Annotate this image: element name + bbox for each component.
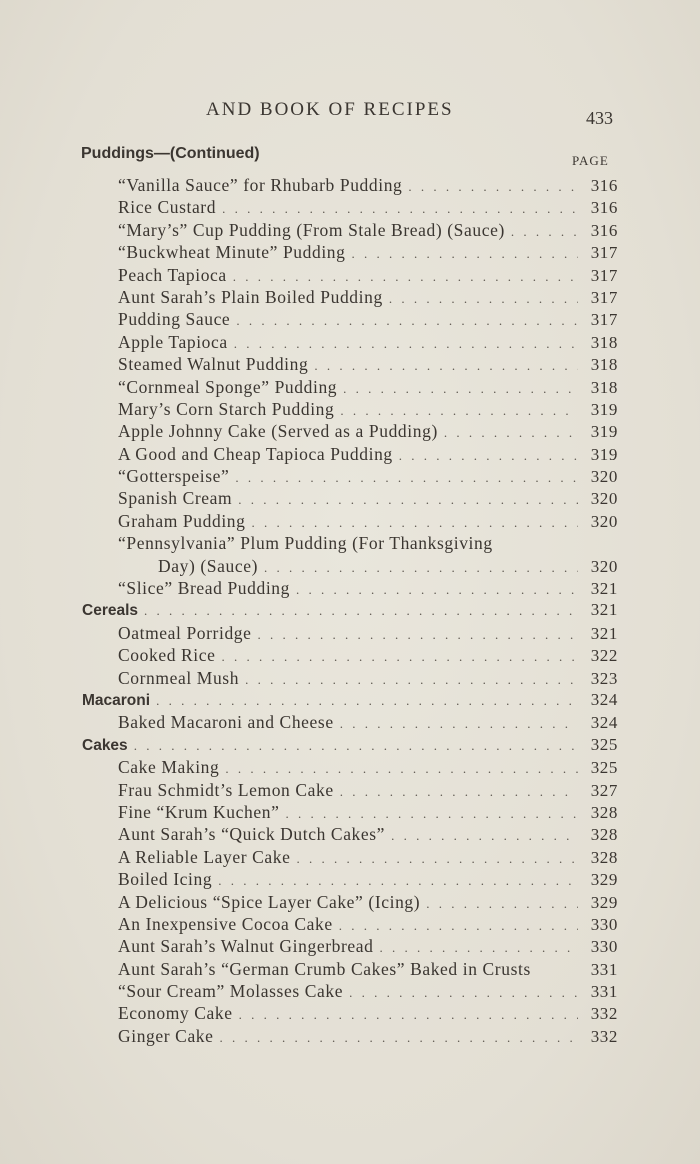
index-entry <box>82 913 618 935</box>
page-column-label: PAGE <box>572 153 609 168</box>
entry-page: 320 <box>590 467 618 487</box>
entry-page: 325 <box>590 734 618 754</box>
entry-label: Oatmeal Porridge <box>118 622 252 643</box>
index-entry <box>82 241 618 263</box>
entry-label: “Sour Cream” Molasses Cake <box>118 981 344 1002</box>
entry-page: 328 <box>590 825 618 845</box>
index-entry <box>82 868 618 890</box>
entry-label: Pudding Sauce <box>118 309 231 330</box>
index-entry <box>82 353 618 375</box>
entry-label: “Buckwheat Minute” Pudding <box>118 242 346 263</box>
entry-label: Boiled Icing <box>118 869 213 890</box>
index-heading <box>82 734 618 756</box>
entry-label: Day) (Sauce) <box>158 555 258 576</box>
entry-page: 318 <box>590 355 618 375</box>
dot-leader <box>339 915 578 937</box>
index-entry <box>82 622 618 644</box>
running-title: AND BOOK OF RECIPES <box>206 99 454 120</box>
dot-leader <box>343 378 578 400</box>
entry-page: 319 <box>590 444 618 464</box>
entry-page: 322 <box>590 646 618 666</box>
entry-label: Cake Making <box>118 757 220 778</box>
dot-leader <box>238 489 578 511</box>
index-entry <box>82 1002 618 1024</box>
index-entry <box>82 420 618 442</box>
index-entry <box>82 891 618 913</box>
entry-label: “Vanilla Sauce” for Rhubarb Pudding <box>118 175 403 195</box>
dot-leader <box>234 333 578 355</box>
entry-page: 318 <box>590 377 618 397</box>
entry-label: Steamed Walnut Pudding <box>118 354 309 375</box>
entry-label: Apple Johnny Cake (Served as a Pudding) <box>118 421 438 442</box>
index-entry <box>82 935 618 957</box>
dot-leader <box>352 243 578 265</box>
entry-page: 325 <box>590 758 618 778</box>
section-heading: Puddings—(Continued) <box>81 145 260 162</box>
dot-leader <box>340 713 578 735</box>
entry-page: 319 <box>590 399 618 419</box>
dot-leader <box>340 400 578 422</box>
index-entry <box>82 264 618 286</box>
entry-label: A Reliable Layer Cake <box>118 846 291 867</box>
index-entry <box>82 1025 618 1047</box>
index-entry <box>82 376 618 398</box>
entry-page: 324 <box>590 689 618 709</box>
index-entry <box>82 443 618 465</box>
dot-leader <box>239 1004 578 1026</box>
entry-label: Aunt Sarah’s Plain Boiled Pudding <box>118 286 383 307</box>
entry-page: 330 <box>590 914 618 934</box>
dot-leader <box>349 982 578 1004</box>
index-entry <box>82 779 618 801</box>
dot-leader <box>144 600 578 622</box>
index-entry <box>82 398 618 420</box>
entry-label: Ginger Cake <box>118 1025 214 1046</box>
dot-leader <box>408 176 578 198</box>
page-number: 433 <box>586 108 613 128</box>
entry-label: Peach Tapioca <box>118 264 227 285</box>
entry-label: “Cornmeal Sponge” Pudding <box>118 376 338 397</box>
entry-page: 317 <box>590 265 618 285</box>
dot-leader <box>251 512 578 534</box>
entry-page: 317 <box>590 310 618 330</box>
entry-label: Macaroni <box>82 691 151 709</box>
index-entry <box>82 756 618 778</box>
dot-leader <box>134 735 578 757</box>
entry-page: 321 <box>590 623 618 643</box>
dot-leader <box>426 893 578 915</box>
index-heading <box>82 599 618 621</box>
entry-label: A Good and Cheap Tapioca Pudding <box>118 443 393 464</box>
entry-page: 329 <box>590 870 618 890</box>
dot-leader <box>285 803 578 825</box>
index-entry <box>82 331 618 353</box>
entry-label: Cereals <box>82 602 139 620</box>
entry-page: 323 <box>590 668 618 688</box>
index-heading <box>82 689 618 711</box>
dot-leader <box>221 646 578 668</box>
dot-leader <box>220 1027 578 1049</box>
entry-page: 332 <box>590 1004 618 1024</box>
index-entry <box>82 577 618 599</box>
entry-page: 320 <box>590 511 618 531</box>
entry-label: Economy Cake <box>118 1003 233 1024</box>
entry-label: “Mary’s” Cup Pudding (From Stale Bread) (Sauce) <box>118 219 505 240</box>
entry-label: Graham Pudding <box>118 510 246 531</box>
index-entry <box>82 711 618 733</box>
index-entry <box>82 846 618 868</box>
index-entry <box>82 174 618 196</box>
dot-leader <box>511 221 578 243</box>
entry-page: 330 <box>590 937 618 957</box>
index-list <box>82 174 618 1047</box>
entry-label: Mary’s Corn Starch Pudding <box>118 398 335 419</box>
dot-leader <box>264 557 578 579</box>
dot-leader <box>225 758 578 780</box>
dot-leader <box>233 266 578 288</box>
entry-label: An Inexpensive Cocoa Cake <box>118 913 333 934</box>
entry-label: Apple Tapioca <box>118 331 228 352</box>
entry-label: Cakes <box>82 736 128 754</box>
dot-leader <box>296 579 578 601</box>
entry-page: 328 <box>590 802 618 822</box>
dot-leader <box>236 310 578 332</box>
entry-page: 332 <box>590 1026 618 1046</box>
entry-label: Rice Custard <box>118 197 217 218</box>
entry-label: Aunt Sarah’s Walnut Gingerbread <box>118 936 374 957</box>
entry-page: 319 <box>590 422 618 442</box>
entry-label: “Slice” Bread Pudding <box>118 578 291 599</box>
dot-leader <box>258 624 578 646</box>
entry-page: 321 <box>590 600 618 620</box>
index-entry <box>82 644 618 666</box>
entry-label: Aunt Sarah’s “Quick Dutch Cakes” <box>118 824 386 845</box>
entry-page: 331 <box>590 982 618 1002</box>
entry-label: Spanish Cream <box>118 488 233 509</box>
dot-leader <box>156 690 578 712</box>
index-entry <box>82 667 618 689</box>
index-entry <box>82 555 618 577</box>
dot-leader <box>380 937 579 959</box>
dot-leader <box>391 825 578 847</box>
dot-leader <box>314 355 578 377</box>
entry-page: 321 <box>590 579 618 599</box>
index-entry <box>82 219 618 241</box>
entry-page: 317 <box>590 287 618 307</box>
entry-page: 316 <box>590 198 618 218</box>
dot-leader <box>340 781 578 803</box>
entry-label: Cooked Rice <box>118 645 216 666</box>
entry-page: 331 <box>590 959 618 979</box>
entry-page: 324 <box>590 713 618 733</box>
index-entry <box>82 308 618 330</box>
index-entry <box>82 196 618 218</box>
entry-label: Aunt Sarah’s “German Crumb Cakes” Baked in Crusts <box>118 958 531 979</box>
dot-leader <box>245 669 578 691</box>
entry-label: Cornmeal Mush <box>118 667 240 688</box>
dot-leader <box>444 422 578 444</box>
entry-label: “Pennsylvania” Plum Pudding (For Thanksgiving <box>118 533 493 554</box>
index-entry <box>82 980 618 1002</box>
entry-label: Frau Schmidt’s Lemon Cake <box>118 779 334 800</box>
entry-page: 327 <box>590 780 618 800</box>
index-entry <box>82 801 618 823</box>
dot-leader <box>389 288 578 310</box>
dot-leader <box>399 445 578 467</box>
index-entry <box>82 487 618 509</box>
index-entry <box>82 823 618 845</box>
entry-page: 328 <box>590 847 618 867</box>
entry-page: 320 <box>590 556 618 576</box>
dot-leader <box>218 870 578 892</box>
dot-leader <box>296 848 578 870</box>
entry-page: 316 <box>590 176 618 195</box>
entry-page: 318 <box>590 332 618 352</box>
entry-page: 320 <box>590 489 618 509</box>
entry-page: 317 <box>590 243 618 263</box>
index-entry <box>82 958 618 980</box>
entry-label: Fine “Krum Kuchen” <box>118 801 280 822</box>
dot-leader <box>235 467 578 489</box>
entry-label: Baked Macaroni and Cheese <box>118 712 334 733</box>
entry-page: 329 <box>590 892 618 912</box>
entry-label: A Delicious “Spice Layer Cake” (Icing) <box>118 891 421 912</box>
entry-label: “Gotterspeise” <box>118 466 230 487</box>
index-entry <box>82 510 618 532</box>
index-entry <box>82 532 618 554</box>
entry-page: 316 <box>590 220 618 240</box>
index-entry <box>82 286 618 308</box>
dot-leader <box>222 198 578 220</box>
index-entry <box>82 465 618 487</box>
